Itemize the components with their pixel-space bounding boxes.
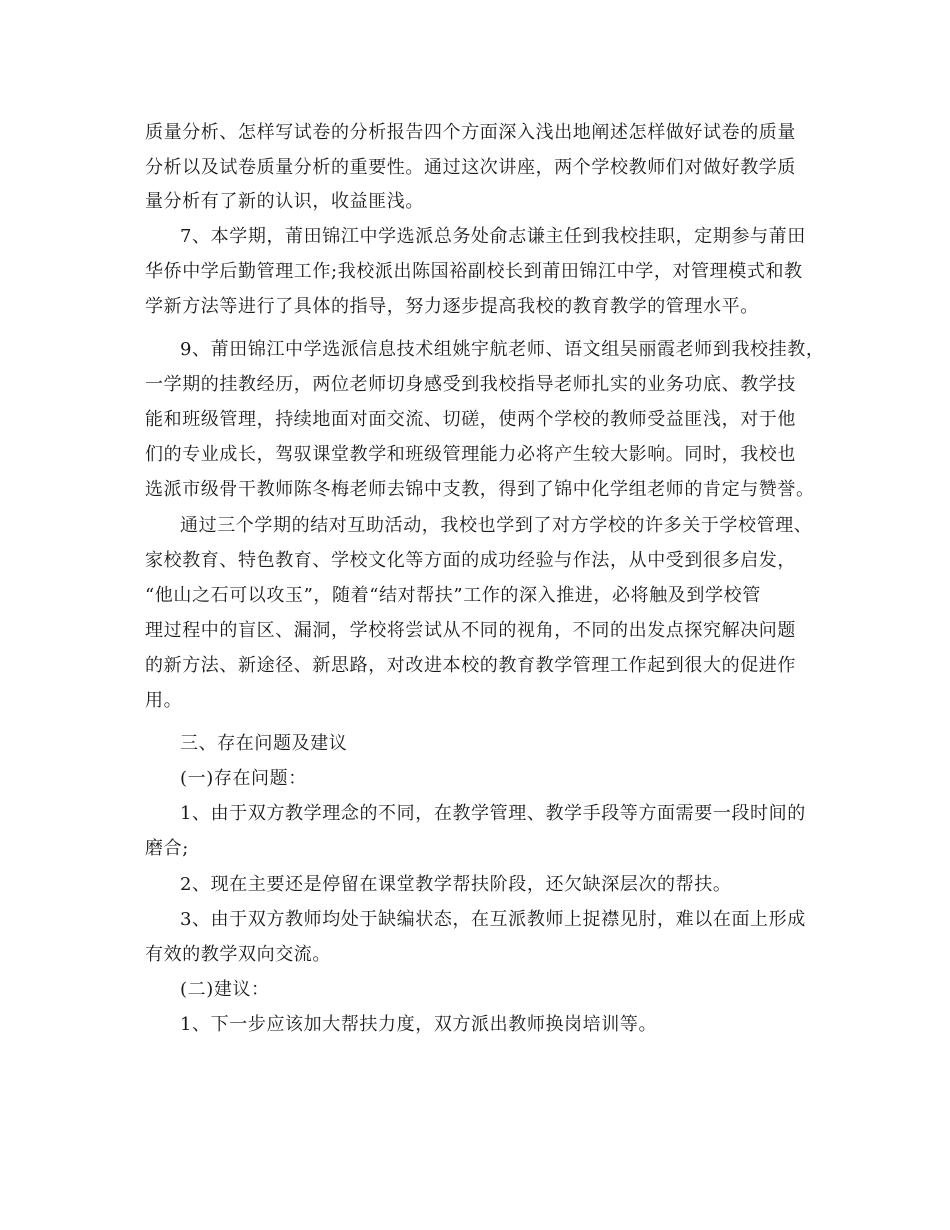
text-line: 7、本学期，莆田锦江中学选派总务处俞志谦主任到我校挂职，定期参与莆田 <box>180 226 806 247</box>
text-line: 分析以及试卷质量分析的重要性。通过这次讲座，两个学校教师们对做好教学质 <box>145 157 796 178</box>
text-line: 通过三个学期的结对互助活动，我校也学到了对方学校的许多关于学校管理、 <box>180 515 813 536</box>
text-line: 能和班级管理，持续地面对面交流、切磋，使两个学校的教师受益匪浅，对于他 <box>145 409 796 430</box>
text-line: 用。 <box>145 690 183 711</box>
text-line: 1、由于双方教学理念的不同，在教学管理、教学手段等方面需要一段时间的 <box>180 803 806 824</box>
text-line: 质量分析、怎样写试卷的分析报告四个方面深入浅出地阐述怎样做好试卷的质量 <box>145 122 796 143</box>
text-line: 华侨中学后勤管理工作;我校派出陈国裕副校长到莆田锦江中学，对管理模式和教 <box>145 261 803 282</box>
text-line: 量分析有了新的认识，收益匪浅。 <box>145 191 424 212</box>
text-line: “他山之石可以攻玉”，随着“结对帮扶”工作的深入推进，必将触及到学校管 <box>145 585 761 606</box>
text-line: 理过程中的盲区、漏洞，学校将尝试从不同的视角，不同的出发点探究解决问题 <box>145 620 796 641</box>
text-line: 9、莆田锦江中学选派信息技术组姚宇航老师、语文组吴丽霞老师到我校挂教， <box>180 339 825 360</box>
text-line: 2、现在主要还是停留在课堂教学帮扶阶段，还欠缺深层次的帮扶。 <box>180 874 732 895</box>
text-line: 磨合; <box>145 838 189 859</box>
subsection-heading: (二)建议： <box>180 979 270 1000</box>
text-line: 的新方法、新途径、新思路，对改进本校的教育教学管理工作起到很大的促进作 <box>145 655 796 676</box>
text-line: 学新方法等进行了具体的指导，努力逐步提高我校的教育教学的管理水平。 <box>145 296 759 317</box>
text-line: 1、下一步应该加大帮扶力度，双方派出教师换岗培训等。 <box>180 1014 658 1035</box>
subsection-heading: (一)存在问题： <box>180 768 307 789</box>
text-line: 一学期的挂教经历，两位老师切身感受到我校指导老师扎实的业务功底、教学技 <box>145 374 796 395</box>
text-line: 们的专业成长，驾驭课堂教学和班级管理能力必将产生较大影响。同时，我校也 <box>145 444 796 465</box>
text-line: 家校教育、特色教育、学校文化等方面的成功经验与作法，从中受到很多启发， <box>145 550 796 571</box>
text-line: 有效的教学双向交流。 <box>145 944 331 965</box>
section-heading: 三、存在问题及建议 <box>180 733 348 754</box>
text-line: 3、由于双方教师均处于缺编状态，在互派教师上捉襟见肘，难以在面上形成 <box>180 909 806 930</box>
text-line: 选派市级骨干教师陈冬梅老师去锦中支教，得到了锦中化学组老师的肯定与赞誉。 <box>145 479 815 500</box>
